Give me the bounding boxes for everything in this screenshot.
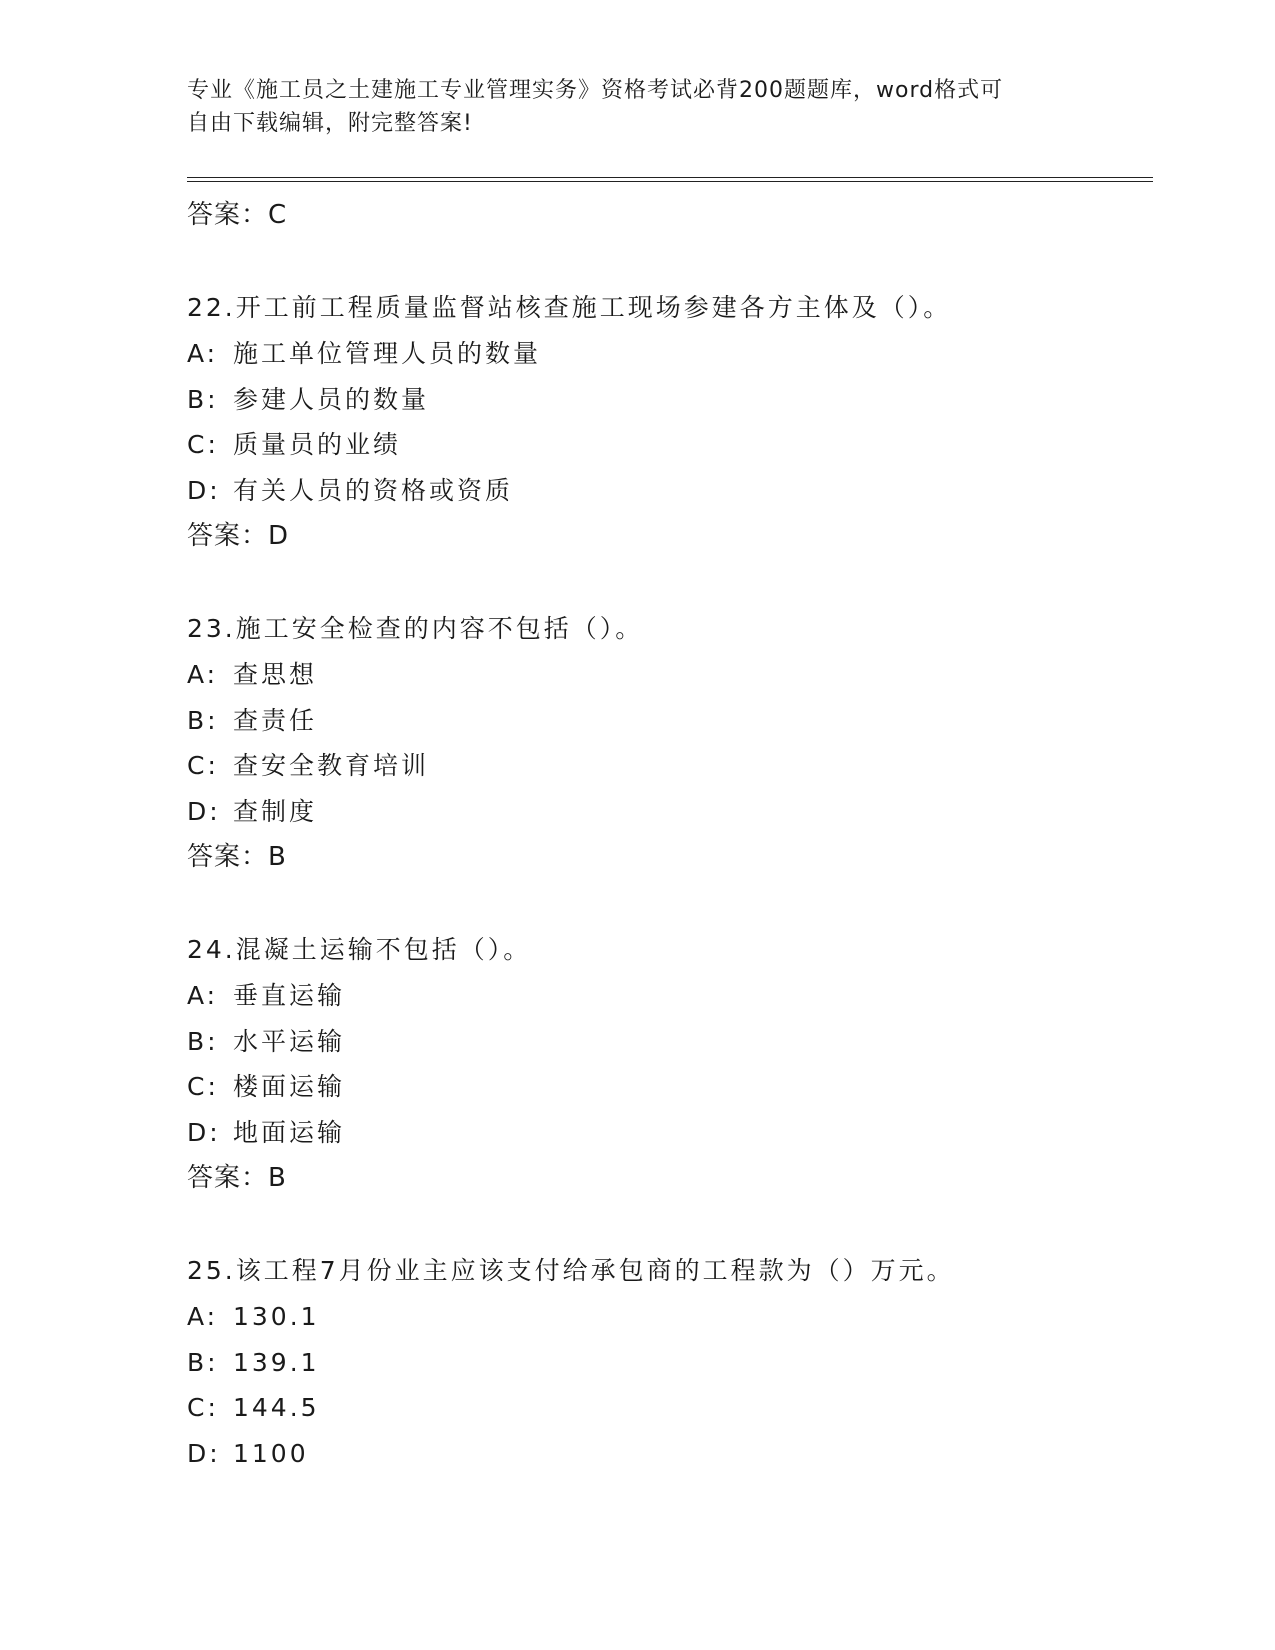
option-text: 参建人员的数量 (233, 384, 430, 414)
question-text: 22.开工前工程质量监督站核查施工现场参建各方主体及（）。 (187, 293, 952, 322)
option-d (187, 1110, 1153, 1156)
option-text: 垂直运输 (233, 981, 346, 1010)
answer: 答案：D (187, 521, 290, 551)
option-letter: B: (187, 384, 219, 414)
option-letter: B: (187, 1026, 219, 1056)
question-block-25 (187, 1248, 1153, 1476)
question-block-24 (187, 927, 1153, 1201)
option-letter: C: (187, 430, 219, 459)
option-c (187, 1385, 1153, 1431)
option-letter: A: (187, 1302, 219, 1331)
option-letter: B: (187, 1347, 219, 1377)
question-text: 25.该工程7月份业主应该支付给承包商的工程款为（）万元。 (187, 1256, 955, 1285)
option-letter: D: (187, 1117, 221, 1147)
answer: 答案：B (187, 842, 287, 872)
option-b (187, 698, 1153, 744)
option-text: 查安全教育培训 (233, 751, 430, 780)
option-text: 有关人员的资格或资质 (233, 475, 514, 505)
answer: 答案：B (187, 1163, 287, 1193)
option-d (187, 468, 1153, 514)
option-b (187, 1340, 1153, 1386)
question-text: 24.混凝土运输不包括（）。 (187, 935, 532, 964)
option-text: 水平运输 (233, 1026, 346, 1056)
option-letter: C: (187, 1393, 219, 1422)
spacer (187, 238, 1153, 285)
option-text: 质量员的业绩 (233, 430, 402, 459)
option-c (187, 743, 1153, 789)
option-text: 144.5 (233, 1393, 320, 1422)
option-d (187, 1431, 1153, 1477)
option-text: 1100 (233, 1438, 309, 1468)
option-a (187, 973, 1153, 1019)
page-header (187, 74, 1067, 140)
option-d (187, 789, 1153, 835)
option-letter: A: (187, 660, 219, 689)
option-c (187, 1064, 1153, 1110)
option-letter: C: (187, 1072, 219, 1101)
question-block-22 (187, 285, 1153, 559)
document-content (187, 192, 1153, 1476)
option-text: 地面运输 (233, 1117, 346, 1147)
option-letter: C: (187, 751, 219, 780)
question-text: 23.施工安全检查的内容不包括（）。 (187, 614, 644, 643)
option-c (187, 422, 1153, 468)
option-a (187, 1294, 1153, 1340)
option-a (187, 652, 1153, 698)
option-b (187, 377, 1153, 423)
option-letter: A: (187, 339, 219, 368)
option-text: 施工单位管理人员的数量 (233, 339, 542, 368)
header-line-2: 自由下载编辑，附完整答案! (187, 111, 473, 136)
question-block-23 (187, 606, 1153, 880)
option-letter: B: (187, 705, 219, 735)
header-rule (187, 177, 1153, 182)
spacer (187, 559, 1153, 606)
option-a (187, 331, 1153, 377)
option-text: 查思想 (233, 660, 318, 689)
option-text: 139.1 (233, 1347, 320, 1377)
spacer (187, 880, 1153, 927)
option-text: 130.1 (233, 1302, 320, 1331)
option-text: 查制度 (233, 796, 318, 826)
option-b (187, 1019, 1153, 1065)
spacer (187, 1201, 1153, 1248)
option-letter: D: (187, 1438, 221, 1468)
option-letter: D: (187, 796, 221, 826)
option-text: 楼面运输 (233, 1072, 346, 1101)
answer-previous: 答案：C (187, 200, 288, 230)
option-letter: D: (187, 475, 221, 505)
option-text: 查责任 (233, 705, 318, 735)
header-line-1: 专业《施工员之土建施工专业管理实务》资格考试必背200题题库，word格式可 (187, 78, 1004, 103)
option-letter: A: (187, 981, 219, 1010)
